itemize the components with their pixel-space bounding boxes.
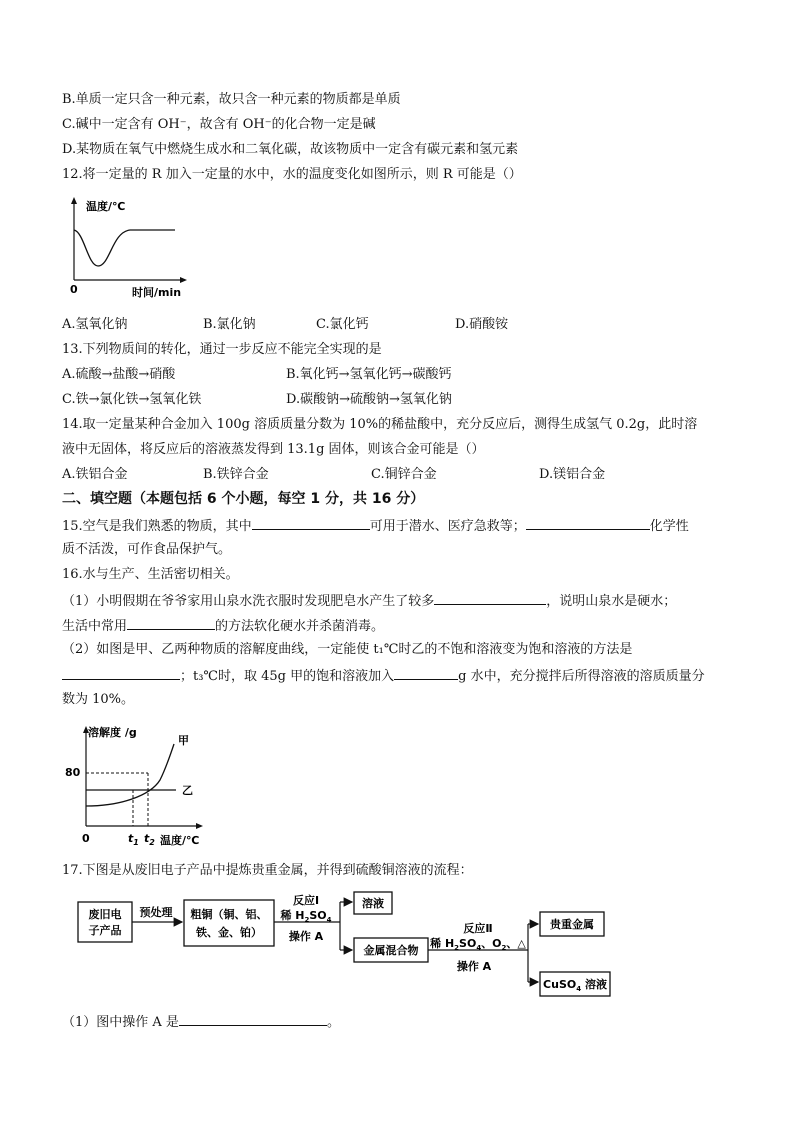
label-r1-acid: 稀 $H_2SO_4$ [280,909,332,924]
q17-1-text-a: （1）图中操作 A 是 [62,1015,179,1030]
box-waste-line1: 废旧电 [88,908,122,921]
question-14-line1: 14.取一定量某种合金加入 100g 溶质质量分数为 10%的稀盐酸中，充分反应后，测得生成氢气 0.2g，此时溶 [62,417,698,432]
label-reaction-1: 反应Ⅰ [292,894,320,907]
q15-text-c: 化学性 [649,519,689,534]
label-r1-operation: 操作 A [288,930,324,943]
graph2-label-yi: 乙 [182,784,193,797]
q13-option-b: B.氧化钙→氢氧化钙→碳酸钙 [286,367,452,382]
question-14-line2: 液中无固体，将反应后的溶液蒸发得到 13.1g 固体，则该合金可能是（） [62,442,485,457]
process-flow-diagram [70,886,630,1006]
label-r2-conditions: 稀 $H_2SO_4$、$O_2$、△ [430,937,526,952]
box-solution-label: 溶液 [362,897,384,910]
box-mixture-label: 金属混合物 [363,944,419,957]
question-17-1 [62,1012,340,1032]
graph2-label-jia: 甲 [178,734,189,747]
question-16-2-line1: （2）如图是甲、乙两种物质的溶解度曲线，一定能使 t₁℃时乙的不饱和溶液变为饱和溶液的方法是 [62,642,633,657]
graph2-curve-jia [86,744,174,806]
q12-option-a: A.氢氧化钠 [62,317,128,332]
question-16-1-line1 [62,591,676,611]
graph1-origin: 0 [70,283,78,296]
q12-option-d: D.硝酸铵 [455,317,509,332]
q13-option-d: D.碳酸钠→硫酸钠→氢氧化钠 [286,392,452,407]
graph1-curve [74,230,175,266]
graph2-ylabel: 溶解度 /g [88,726,137,739]
question-16-2-line3: 数为 10%。 [62,692,135,707]
box-crude-line1: 粗铜（铜、铝、 [190,908,268,921]
q16-1-text-c: 生活中常用 [62,619,128,634]
graph1-x-arrow [180,277,187,283]
q15-text-a: 15.空气是我们熟悉的物质，其中 [62,519,252,534]
q16-2-blank-1[interactable] [62,666,180,680]
question-16-2-line2 [62,666,705,686]
option-c-text: C.碱中一定含有 OH⁻，故含有 OH⁻的化合物一定是碱 [62,117,376,132]
label-r2-operation: 操作 A [456,960,492,973]
question-17: 17.下图是从废旧电子产品中提炼贵重金属，并得到硫酸铜溶液的流程： [62,863,473,878]
label-pretreat: 预处理 [139,906,173,919]
q12-option-b: B.氯化钠 [203,317,256,332]
q12-option-c: C.氯化钙 [316,317,369,332]
label-reaction-2: 反应Ⅱ [463,922,493,935]
q16-1-text-d: 的方法软化硬水并杀菌消毒。 [215,619,385,634]
box-crude-copper [184,900,274,946]
graph1-y-arrow [71,197,77,204]
question-15-line1 [62,516,689,536]
q15-text-b: 可用于潜水、医疗急救等； [369,519,526,534]
question-15-line2: 质不活泼，可作食品保护气。 [62,542,232,557]
q17-1-blank[interactable] [179,1012,327,1026]
box-precious-label: 贵重金属 [550,918,594,931]
q17-1-text-b: 。 [326,1015,340,1030]
q14-option-a: A.铁铝合金 [62,467,128,482]
box-waste-line2: 子产品 [88,924,122,937]
q15-blank-2[interactable] [526,516,650,530]
q13-option-a: A.硫酸→盐酸→硝酸 [62,367,176,382]
box-cuso4-label: CuSO$_4$ 溶液 [543,978,607,993]
graph2-origin: 0 [82,832,90,845]
box-crude-line2: 铁、金、铂） [196,926,262,939]
graph1-ylabel: 温度/℃ [86,200,126,213]
q13-option-c: C.铁→氯化铁→氢氧化铁 [62,392,202,407]
option-b-text: B.单质一定只含一种元素，故只含一种元素的物质都是单质 [62,92,401,107]
q16-2-blank-2[interactable] [394,666,458,680]
q16-2-text-b: ；t₃℃时，取 45g 甲的饱和溶液加入 [180,669,395,684]
q16-2-text-c: g 水中，充分搅拌后所得溶液的溶质质量分 [458,669,705,684]
question-16: 16.水与生产、生活密切相关。 [62,567,239,582]
section-2-heading: 二、填空题（本题包括 6 个小题，每空 1 分，共 16 分） [62,491,425,507]
graph2-t1-label: $t_1$ [128,832,139,847]
graph2-t2-label: $t_2$ [144,832,155,847]
q14-option-d: D.镁铝合金 [539,467,606,482]
option-d-text: D.某物质在氧气中燃烧生成水和二氧化碳，故该物质中一定含有碳元素和氢元素 [62,142,519,157]
graph2-y-tick-80: 80 [65,766,81,779]
graph2-xlabel: 温度/℃ [160,834,200,847]
q16-1-blank-1[interactable] [434,591,546,605]
question-12: 12.将一定量的 R 加入一定量的水中，水的温度变化如图所示，则 R 可能是（） [62,167,522,182]
q14-option-b: B.铁锌合金 [203,467,269,482]
graph1-xlabel: 时间/min [132,286,182,299]
temperature-graph [60,192,200,302]
graph2-x-arrow [196,823,203,829]
q16-1-text-b: ，说明山泉水是硬水； [546,594,677,609]
q14-option-c: C.铜锌合金 [371,467,437,482]
question-13: 13.下列物质间的转化，通过一步反应不能完全实现的是 [62,342,382,357]
q16-1-text-a: （1）小明假期在爷爷家用山泉水洗衣服时发现肥皂水产生了较多 [62,594,435,609]
q15-blank-1[interactable] [252,516,370,530]
q16-1-blank-2[interactable] [127,616,215,630]
question-16-1-line2 [62,616,384,636]
solubility-graph [60,718,230,856]
